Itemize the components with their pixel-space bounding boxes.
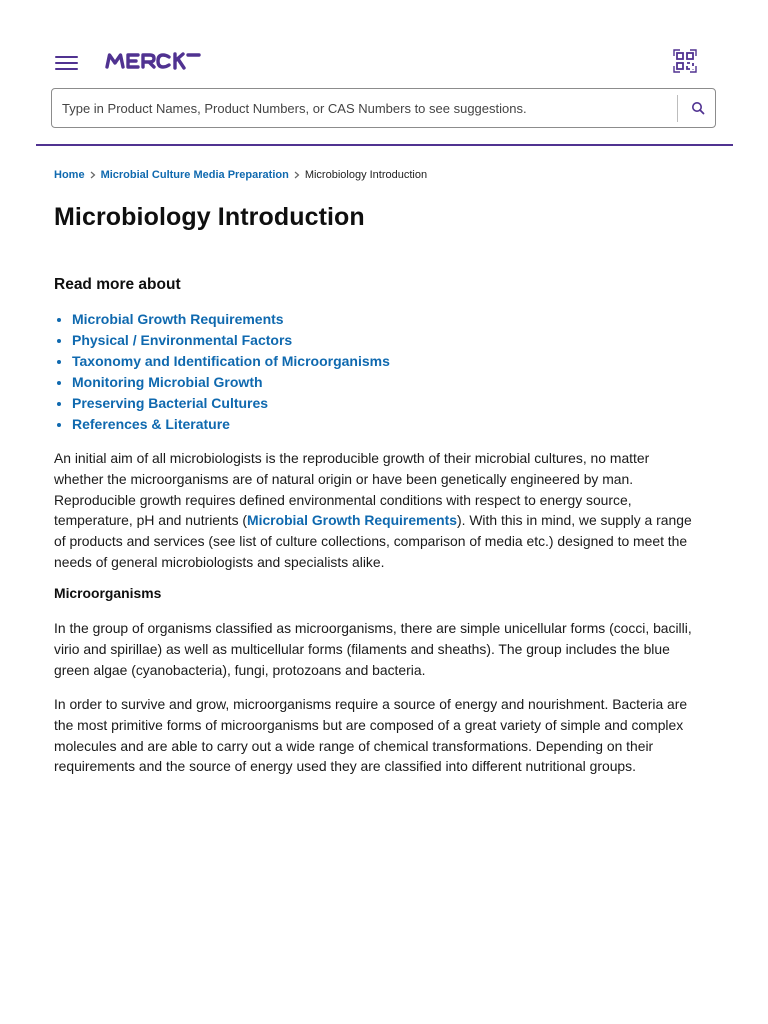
list-item [72,414,390,435]
section-heading-microorganisms: Microorganisms [54,585,162,601]
list-item [72,393,390,414]
list-item [72,330,390,351]
search-divider [677,95,678,122]
inline-link-growth-requirements[interactable]: Microbial Growth Requirements [247,512,457,529]
site-header [0,0,768,146]
qr-scan-icon [673,49,697,73]
link-microbial-growth-requirements[interactable]: Microbial Growth Requirements [72,311,284,327]
scan-button[interactable] [673,49,697,73]
link-monitoring-microbial-growth[interactable]: Monitoring Microbial Growth [72,374,263,390]
intro-text-end: ). With this in mind, we supply a range of products and services (see list of culture collections, comparison of media etc.) designed to meet the needs of general microbiologists and specialists alike. [54,512,692,570]
breadcrumb [54,167,427,183]
link-taxonomy-identification[interactable]: Taxonomy and Identification of Microorganisms [72,353,390,369]
link-physical-environmental-factors[interactable]: Physical / Environmental Factors [72,332,293,348]
breadcrumb-home[interactable]: Home [54,169,85,181]
link-preserving-bacterial-cultures[interactable]: Preserving Bacterial Cultures [72,395,269,411]
header-divider [36,144,733,146]
list-item [72,372,390,393]
menu-button[interactable] [52,50,82,76]
search-box [51,88,716,128]
chevron-right-icon [86,169,100,181]
search-input[interactable] [62,95,672,121]
intro-text-start: An initial aim of all microbiologists is the reproducible growth of their microbial cultures, no matter whether the microorganisms are of natural origin or have been genetically engineered by man. Reproducible growth requires defined environmental conditions with respect to energy source, temperature, pH and nutrients ( [54,450,650,529]
intro-paragraph [54,448,694,573]
list-item [72,309,390,330]
nutrition-paragraph: In order to survive and grow, microorganisms require a source of energy and nourishment. Bacteria are the most primitive forms of microorganisms but are composed of a great variety of simple and complex molecules and are able to carry out a wide range of chemical transformations. Depending on their requirements and the source of energy used they are classified into different nutritional groups. [54,696,688,775]
read-more-list [54,309,390,435]
breadcrumb-current: Microbiology Introduction [304,169,428,181]
search-button[interactable] [688,98,708,118]
chevron-right-icon [290,169,304,181]
merck-logo[interactable] [104,50,202,72]
list-item [72,351,390,372]
hamburger-icon [55,56,78,58]
breadcrumb-media-preparation[interactable]: Microbial Culture Media Preparation [100,169,289,181]
page-title: Microbiology Introduction [54,203,365,231]
microorganisms-paragraph: In the group of organisms classified as microorganisms, there are simple unicellular forms (cocci, bacilli, virio and spirillae) as well as multicellular forms (filaments and sheaths). The group includes the blue green algae (cyanobacteria), fungi, protozoans and bacteria. [54,620,692,678]
search-icon [688,98,708,118]
merck-logo-wordmark [104,50,202,72]
read-more-heading: Read more about [54,276,181,293]
link-references-literature[interactable]: References & Literature [72,416,230,432]
